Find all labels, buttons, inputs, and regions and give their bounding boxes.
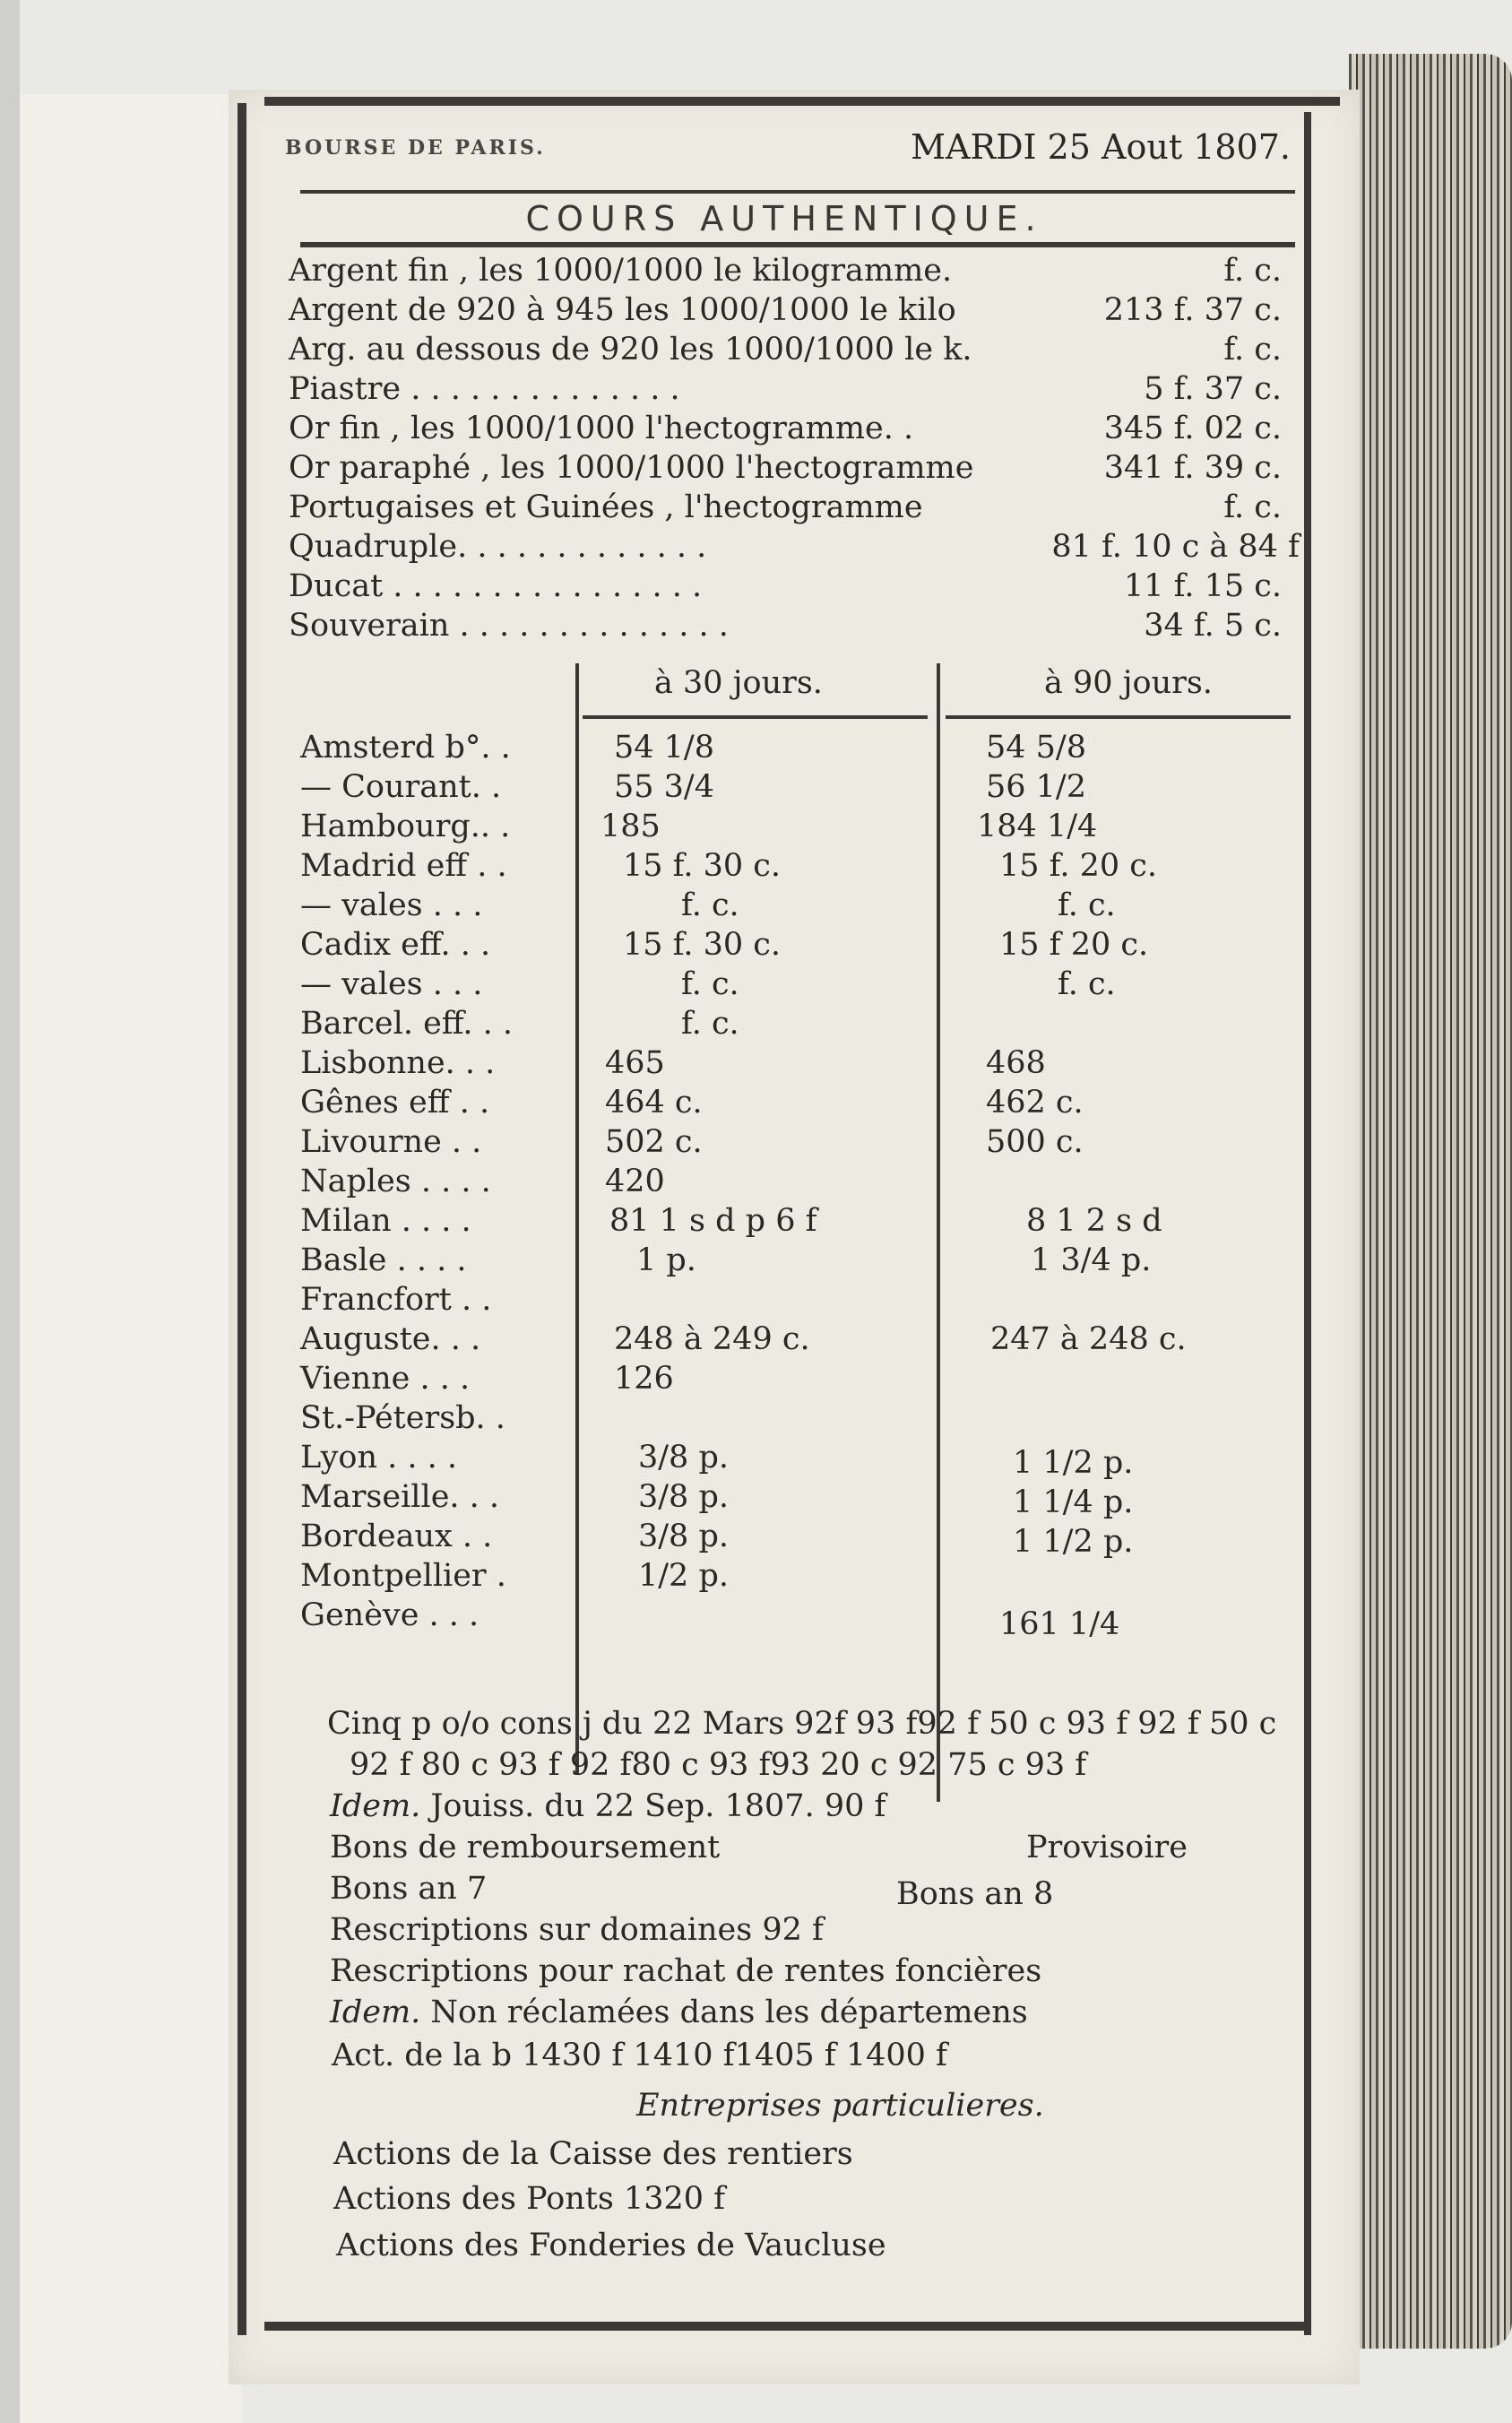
rate-90-days: 184 1/4 xyxy=(977,809,1098,844)
metal-price: 11 f. 15 c. xyxy=(1123,568,1282,604)
rate-30-days: 1 p. xyxy=(636,1242,696,1278)
idem2-label: Idem. xyxy=(330,1995,421,2030)
rate-90-days: 1 1/4 p. xyxy=(1013,1484,1134,1520)
column-divider xyxy=(575,663,579,1775)
entreprises-heading: Entreprises particulieres. xyxy=(636,2088,1044,2124)
actions-caisse-rentiers: Actions de la Caisse des rentiers xyxy=(333,2136,853,2172)
exchange-place: Gênes eff . . xyxy=(300,1085,490,1121)
rescriptions-rachat: Rescriptions pour rachat de rentes foncières xyxy=(330,1953,1042,1989)
rate-90-days: 500 c. xyxy=(986,1124,1084,1160)
bons-an-8: Bons an 8 xyxy=(896,1876,1054,1912)
rate-30-days: 465 xyxy=(605,1045,665,1081)
exchange-place: Cadix eff. . . xyxy=(300,927,491,963)
rate-90-days: f. c. xyxy=(1058,887,1116,923)
bons-an-7: Bons an 7 xyxy=(330,1871,488,1907)
exchange-place: Montpellier . xyxy=(300,1558,506,1594)
idem-text: Jouiss. du 22 Sep. 1807. 90 f xyxy=(430,1788,886,1824)
rate-90-days: f. c. xyxy=(1058,966,1116,1002)
rate-90-days: 56 1/2 xyxy=(986,769,1086,805)
metal-price: 213 f. 37 c. xyxy=(1103,292,1282,328)
exchange-place: Basle . . . . xyxy=(300,1242,467,1278)
rate-30-days: 15 f. 30 c. xyxy=(623,848,782,884)
metal-label: Or paraphé , les 1000/1000 l'hectogramme xyxy=(289,450,974,486)
actions-fonderies: Actions des Fonderies de Vaucluse xyxy=(336,2228,886,2263)
metal-label: Arg. au dessous de 920 les 1000/1000 le k. xyxy=(289,332,972,368)
rate-90-days: 54 5/8 xyxy=(986,730,1086,766)
rate-90-days: 462 c. xyxy=(986,1085,1084,1121)
exchange-place: Hambourg.. . xyxy=(300,809,511,844)
metal-price: f. c. xyxy=(1223,253,1282,289)
rate-30-days: f. c. xyxy=(681,887,739,923)
facing-blank-page xyxy=(20,94,242,2423)
idem-non-reclamees xyxy=(330,1992,1028,2033)
metal-price: f. c. xyxy=(1223,332,1282,368)
exchange-place: Madrid eff . . xyxy=(300,848,507,884)
stock-exchange-sheet xyxy=(269,117,1300,2331)
idem2-text: Non réclamées dans les départemens xyxy=(430,1995,1028,2030)
header-bourse: BOURSE DE PARIS. xyxy=(285,136,546,160)
rate-90-days: 1 1/2 p. xyxy=(1013,1445,1134,1481)
rate-90-days: 15 f. 20 c. xyxy=(999,848,1158,884)
exchange-place: Amsterd b°. . xyxy=(300,730,511,766)
header-rule xyxy=(300,190,1295,194)
metal-price: 34 f. 5 c. xyxy=(1144,608,1282,644)
rate-30-days: 420 xyxy=(605,1164,665,1199)
idem-jouissance xyxy=(330,1786,886,1827)
cinq-pour-cent-line-1: Cinq p o/o cons j du 22 Mars 92f 93 f92 f 50 c 93 f 92 f 50 c xyxy=(327,1706,1277,1742)
exchange-place: Livourne . . xyxy=(300,1124,482,1160)
rate-30-days: 54 1/8 xyxy=(614,730,714,766)
rate-30-days: 1/2 p. xyxy=(638,1558,729,1594)
left-border xyxy=(238,103,246,2335)
provisoire: Provisoire xyxy=(1026,1830,1188,1865)
exchange-place: Lyon . . . . xyxy=(300,1440,458,1475)
rate-30-days: 3/8 p. xyxy=(638,1440,729,1475)
column-header-rule xyxy=(946,715,1291,719)
cinq-pour-cent-line-2: 92 f 80 c 93 f 92 f80 c 93 f93 20 c 92 75 c 93 f xyxy=(350,1747,1087,1783)
exchange-place: St.-Pétersb. . xyxy=(300,1400,505,1436)
right-border xyxy=(1304,112,1311,2335)
book-page-edges xyxy=(1349,54,1512,2349)
rate-30-days: f. c. xyxy=(681,1006,739,1042)
metal-price: 81 f. 10 c à 84 f xyxy=(1051,529,1300,565)
rate-90-days: 161 1/4 xyxy=(999,1606,1120,1642)
metal-price: 345 f. 02 c. xyxy=(1103,411,1282,446)
column-header-90: à 90 jours. xyxy=(1044,665,1213,701)
rate-30-days: f. c. xyxy=(681,966,739,1002)
rate-30-days: 81 1 s d p 6 f xyxy=(609,1203,817,1239)
exchange-place: Lisbonne. . . xyxy=(300,1045,496,1081)
header-date: MARDI 25 Aout 1807. xyxy=(911,127,1291,167)
rate-30-days: 185 xyxy=(600,809,661,844)
idem-label: Idem. xyxy=(330,1788,421,1824)
rate-30-days: 126 xyxy=(614,1361,674,1397)
exchange-place: Barcel. eff. . . xyxy=(300,1006,514,1042)
rate-30-days: 3/8 p. xyxy=(638,1479,729,1515)
actions-banque: Act. de la b 1430 f 1410 f1405 f 1400 f xyxy=(332,2038,948,2073)
rate-30-days: 464 c. xyxy=(605,1085,703,1121)
exchange-place: — vales . . . xyxy=(300,887,483,923)
page-title: COURS AUTHENTIQUE. xyxy=(525,199,1043,238)
rescriptions-domaines: Rescriptions sur domaines 92 f xyxy=(330,1912,824,1948)
exchange-place: Vienne . . . xyxy=(300,1361,471,1397)
rate-90-days: 1 1/2 p. xyxy=(1013,1524,1134,1560)
metal-label: Quadruple. . . . . . . . . . . . . xyxy=(289,529,707,565)
metal-price: f. c. xyxy=(1223,489,1282,525)
rate-90-days: 15 f 20 c. xyxy=(999,927,1149,963)
exchange-place: Bordeaux . . xyxy=(300,1519,493,1554)
rate-30-days: 502 c. xyxy=(605,1124,703,1160)
rate-90-days: 468 xyxy=(986,1045,1046,1081)
metal-label: Piastre . . . . . . . . . . . . . . xyxy=(289,371,680,407)
rate-30-days: 3/8 p. xyxy=(638,1519,729,1554)
column-divider xyxy=(937,663,940,1802)
metal-label: Or fin , les 1000/1000 l'hectogramme. . xyxy=(289,411,914,446)
title-rule xyxy=(300,242,1295,247)
metal-label: Argent de 920 à 945 les 1000/1000 le kilo xyxy=(289,292,956,328)
exchange-place: Milan . . . . xyxy=(300,1203,471,1239)
column-header-rule xyxy=(583,715,928,719)
rate-90-days: 8 1 2 s d xyxy=(1026,1203,1162,1239)
metal-label: Portugaises et Guinées , l'hectogramme xyxy=(289,489,923,525)
metal-label: Ducat . . . . . . . . . . . . . . . . xyxy=(289,568,703,604)
exchange-place: Naples . . . . xyxy=(300,1164,491,1199)
metal-label: Souverain . . . . . . . . . . . . . . xyxy=(289,608,729,644)
exchange-place: Marseille. . . xyxy=(300,1479,500,1515)
rate-30-days: 55 3/4 xyxy=(614,769,714,805)
column-header-30: à 30 jours. xyxy=(654,665,823,701)
actions-ponts: Actions des Ponts 1320 f xyxy=(333,2181,726,2217)
exchange-place: Auguste. . . xyxy=(300,1321,481,1357)
metal-label: Argent fin , les 1000/1000 le kilogramme. xyxy=(289,253,953,289)
rate-30-days: 15 f. 30 c. xyxy=(623,927,782,963)
scan-background xyxy=(0,0,20,2423)
metal-price: 341 f. 39 c. xyxy=(1103,450,1282,486)
rate-90-days: 247 à 248 c. xyxy=(990,1321,1187,1357)
exchange-place: Francfort . . xyxy=(300,1282,492,1318)
exchange-place: — Courant. . xyxy=(300,769,502,805)
top-border xyxy=(264,97,1340,106)
rate-30-days: 248 à 249 c. xyxy=(614,1321,810,1357)
metal-price: 5 f. 37 c. xyxy=(1144,371,1282,407)
bons-remboursement: Bons de remboursement xyxy=(330,1830,721,1865)
exchange-place: — vales . . . xyxy=(300,966,483,1002)
exchange-place: Genève . . . xyxy=(300,1597,480,1633)
rate-90-days: 1 3/4 p. xyxy=(1031,1242,1152,1278)
